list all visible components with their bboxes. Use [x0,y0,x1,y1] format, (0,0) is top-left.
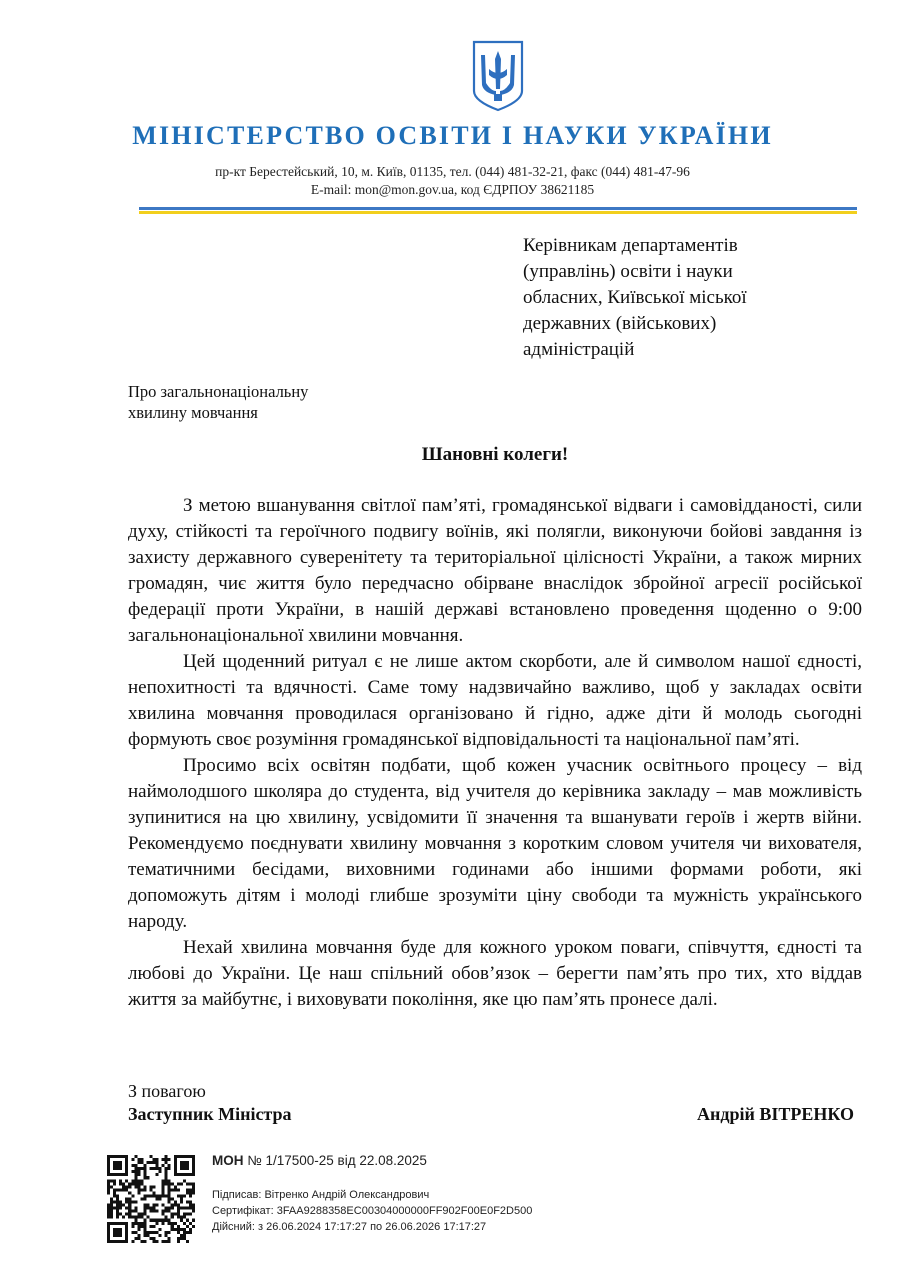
subject-block [128,381,428,423]
body-paragraph: З метою вшанування світлої пам’яті, громадянської відваги і самовідданості, сили духу, стійкості та героїчного подвигу воїнів, які полягли, виконуючи бойові завдання із захисту державного суверенітету та територіальної цілісності України, а також мирних громадян, чиє життя було передчасно обірване внаслідок збройної агресії російської федерації проти України, в нашій державі встановлено проведення щоденно о 9:00 загальнонаціональної хвилини мовчання. [128,495,862,646]
closing-regards: З повагою [128,1081,206,1101]
addressee-line: адміністрацій [523,339,635,360]
org-abbr: МОН [212,1153,244,1168]
addressee-line: (управлінь) освіти і науки [523,261,733,282]
letter-body [128,493,862,1013]
subject-line: Про загальнонаціональну [128,382,309,401]
email-line: E-mail: mon@mon.gov.ua, код ЄДРПОУ 38621185 [310,182,595,197]
body-paragraph: Цей щоденний ритуал є не лише актом скорботи, але й символом нашої єдності, непохитності та вдячності. Саме тому надзвичайно важливо, щоб у закладах освіти хвилина мовчання проводилася організовано й гідно, адже діти й молодь сьогодні формують своє розуміння громадянської відповідальності та національної пам’яті. [128,651,862,750]
validity: Дійсний: з 26.06.2024 17:17:27 по 26.06.2026 17:17:27 [212,1221,487,1233]
header-divider-yellow [139,211,857,214]
addressee-block [523,233,853,363]
subject-line: хвилину мовчання [128,403,258,422]
salutation: Шановні колеги! [421,444,569,465]
body-paragraph: Просимо всіх освітян подбати, щоб кожен учасник освітнього процесу – від наймолодшого школяра до студента, від учителя до керівника закладу – мав можливість зупинитися на цю хвилину, усвідомити її значення та вшанувати героїв і жертв війни. Рекомендуємо поєднувати хвилину мовчання з коротким словом учителя чи вихователя, тематичними бесідами, виховними годинами або іншими формами роботи, які допоможуть дітям і молоді глибше зрозуміти ціну свободи та мужність українського народу. [128,755,862,932]
body-paragraph: Нехай хвилина мовчання буде для кожного уроком поваги, співчуття, єдності та любові до України. Це наш спільний обов’язок – берегти пам’ять про тих, хто віддав життя за майбутнє, і виховувати покоління, яке цю пам’ять пронесе далі. [128,937,862,1010]
signed-by: Підписав: Вітренко Андрій Олександрович [212,1189,430,1201]
qr-code-icon [107,1155,195,1243]
address-line: пр-кт Берестейський, 10, м. Київ, 01135, тел. (044) 481-32-21, факс (044) 481-47-96 [215,164,690,179]
header-divider-blue [139,207,857,210]
signer-position: Заступник Міністра [128,1104,292,1124]
trident-icon [471,39,525,112]
signer-name: Андрій ВІТРЕНКО [697,1104,854,1124]
addressee-line: обласних, Київської міської [523,287,747,308]
certificate: Сертифікат: 3FAA9288358EC00304000000FF902F00E0F2D500 [212,1205,533,1217]
addressee-line: Керівникам департаментів [523,235,738,256]
addressee-line: державних (військових) [523,313,717,334]
reg-number: № 1/17500-25 від 22.08.2025 [247,1153,427,1168]
ministry-name: МІНІСТЕРСТВО ОСВІТИ І НАУКИ УКРАЇНИ [132,121,773,150]
registration-number [212,1153,427,1168]
